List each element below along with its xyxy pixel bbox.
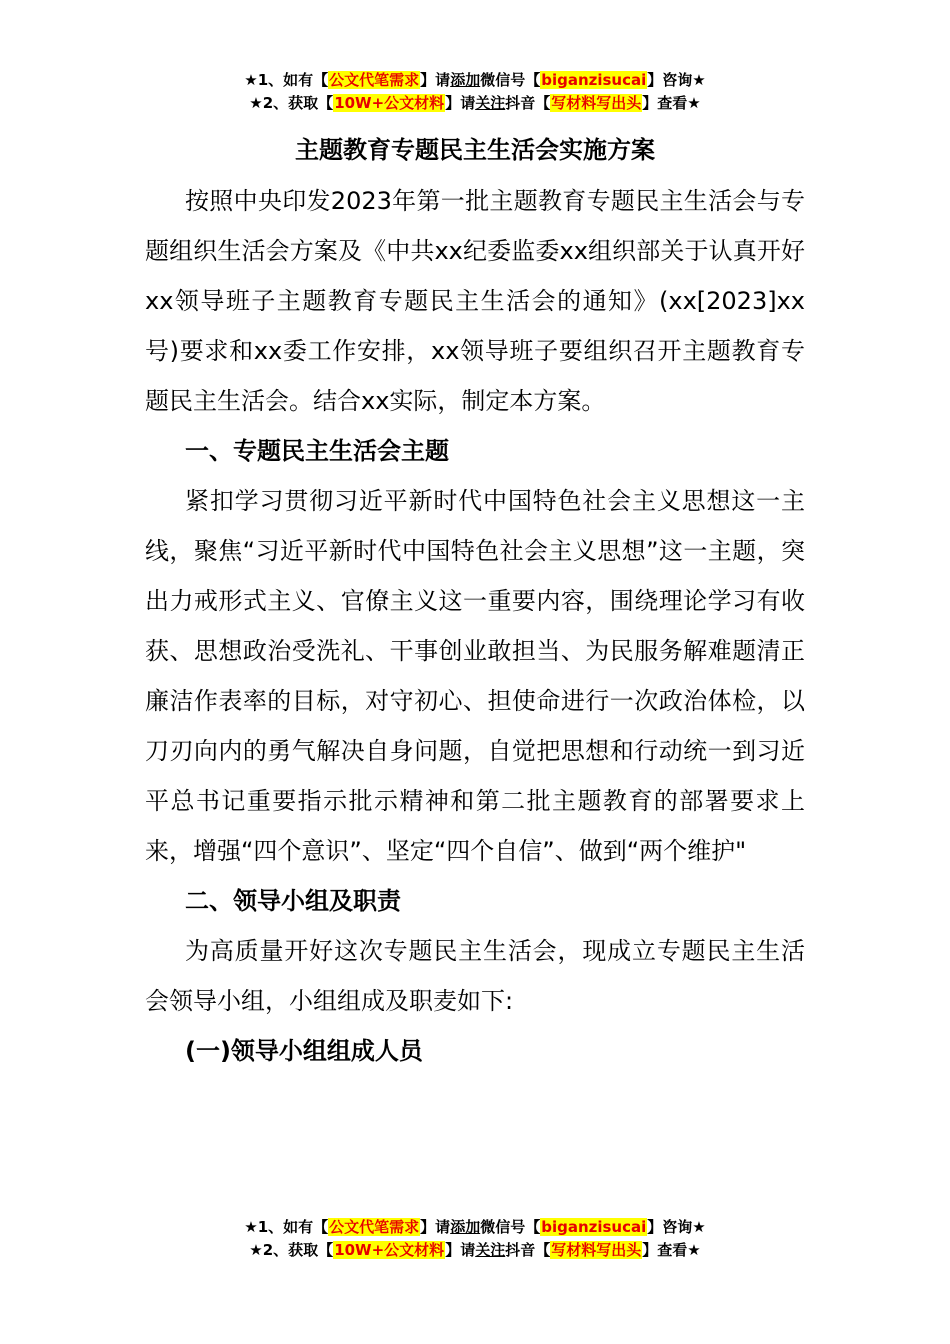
document-title: 主题教育专题民主生活会实施方案 <box>295 136 655 164</box>
promo-line-1 <box>0 1216 950 1239</box>
promo-text: ★1、如有【 <box>244 1218 329 1236</box>
promo-banner-bottom <box>0 1216 950 1262</box>
promo-highlight: 10W+公文材料 <box>334 1241 445 1259</box>
section-2-paragraph: 为高质量开好这次专题民主生活会，现成立专题民主生活会领导小组，小组组成及职麦如下: <box>145 937 805 1015</box>
promo-text: 抖音【 <box>505 94 551 112</box>
promo-text: 】请 <box>420 1218 451 1236</box>
promo-line-1 <box>0 69 950 92</box>
promo-emphasis: 添加 <box>450 71 481 89</box>
promo-highlight: 10W+公文材料 <box>334 94 445 112</box>
promo-text: ★1、如有【 <box>244 71 329 89</box>
promo-text: 微信号【 <box>480 71 541 89</box>
promo-emphasis: 关注 <box>475 94 506 112</box>
promo-text: 】咨询★ <box>647 71 706 89</box>
promo-banner-top <box>0 69 950 115</box>
promo-text: 】咨询★ <box>647 1218 706 1236</box>
promo-text: 】请 <box>445 94 476 112</box>
section-2-heading: 二、领导小组及职责 <box>185 887 401 915</box>
promo-text: 微信号【 <box>480 1218 541 1236</box>
section-1-heading: 一、专题民主生活会主题 <box>185 437 449 465</box>
intro-paragraph: 按照中央印发2023年第一批主题教育专题民主生活会与专题组织生活会方案及《中共xx纪委监委xx组织部关于认真开好xx领导班子主题教育专题民主生活会的通知》(xx[2023]xx号)要求和xx委工作安排，xx领导班子要组织召开主题教育专题民主生活会。结合xx实际，制定本方案。 <box>145 187 805 415</box>
document-body <box>145 176 805 1076</box>
section-2-subheading: (一)领导小组组成人员 <box>185 1037 423 1065</box>
promo-text: 】查看★ <box>642 1241 701 1259</box>
promo-douyin-id: 写材料写出头 <box>551 94 642 112</box>
promo-emphasis: 关注 <box>475 1241 506 1259</box>
promo-line-2 <box>0 1239 950 1262</box>
promo-text: 】查看★ <box>642 94 701 112</box>
promo-text: 】请 <box>420 71 451 89</box>
promo-text: ★2、获取【 <box>249 94 334 112</box>
promo-douyin-id: 写材料写出头 <box>551 1241 642 1259</box>
promo-highlight: 公文代笔需求 <box>329 1218 420 1236</box>
promo-text: 抖音【 <box>505 1241 551 1259</box>
promo-wechat-id: biganzisucai <box>541 1218 647 1236</box>
promo-emphasis: 添加 <box>450 1218 481 1236</box>
promo-wechat-id: biganzisucai <box>541 71 647 89</box>
promo-highlight: 公文代笔需求 <box>329 71 420 89</box>
promo-text: ★2、获取【 <box>249 1241 334 1259</box>
section-1-paragraph: 紧扣学习贯彻习近平新时代中国特色社会主义思想这一主线，聚焦“习近平新时代中国特色社会主义思想”这一主题，突出力戒形式主义、官僚主义这一重要内容，围绕理论学习有收获、思想政治受洗礼、干事创业敢担当、为民服务解难题清正廉洁作表率的目标，对守初心、担使命进行一次政治体检，以刀刃向内的勇气解决自身问题，自觉把思想和行动统一到习近平总书记重要指示批示精神和第二批主题教育的部署要求上来，增强“四个意识”、坚定“四个自信”、做到“两个维护" <box>145 487 805 865</box>
promo-text: 】请 <box>445 1241 476 1259</box>
promo-line-2 <box>0 92 950 115</box>
